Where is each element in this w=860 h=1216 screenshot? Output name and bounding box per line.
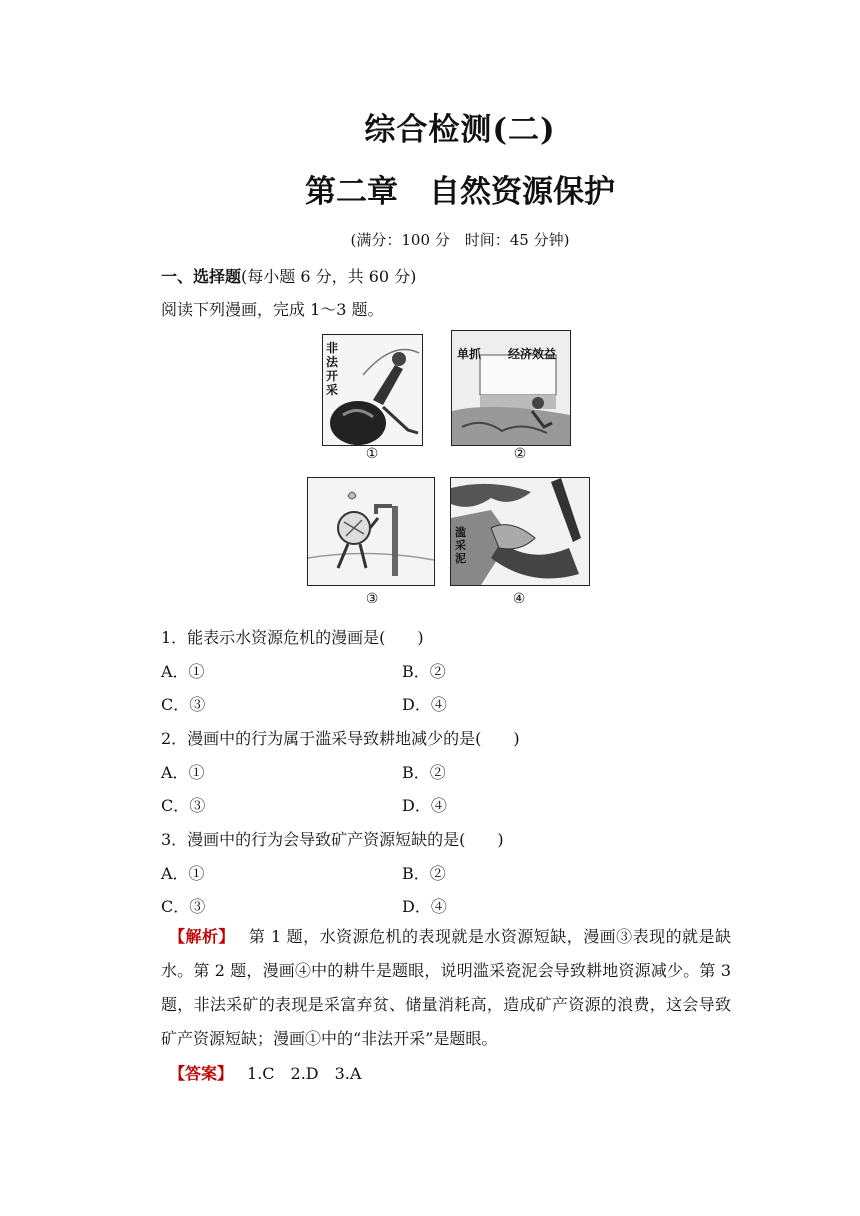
section-heading-row	[161, 264, 416, 287]
question-2-option-d: D．④	[402, 796, 447, 815]
comic-1-illegal-mining	[322, 334, 423, 446]
comic-2-sign: 经济效益	[508, 347, 557, 361]
comic-3-water-shortage	[307, 477, 435, 586]
section-heading: 一、选择题	[161, 267, 242, 286]
comic-4-label: 滥采泥	[455, 526, 466, 565]
question-3-option-c: C．③	[161, 897, 206, 916]
question-1-stem: 1．能表示水资源危机的漫画是( )	[161, 628, 424, 647]
question-2-option-b: B．②	[402, 763, 446, 782]
comic-2-economic-benefit	[451, 330, 571, 446]
comic-1-label: 非法开采	[326, 341, 339, 397]
answer-label: 【答案】	[169, 1064, 234, 1083]
comic-1-caption: ①	[365, 446, 379, 462]
question-3-option-d: D．④	[402, 897, 447, 916]
exam-meta: (满分：100 分 时间：45 分钟)	[350, 231, 570, 249]
question-1-option-c: C．③	[161, 695, 206, 714]
section-heading-note: (每小题 6 分，共 60 分)	[241, 267, 417, 286]
answer-text: 1.C 2.D 3.A	[247, 1064, 362, 1083]
comic-2-caption: ②	[513, 446, 527, 462]
comic-2-label-left: 单抓	[457, 347, 482, 361]
question-3-option-a: A．①	[161, 864, 205, 883]
instruction: 阅读下列漫画，完成 1～3 题。	[161, 300, 384, 319]
question-1-option-d: D．④	[402, 695, 447, 714]
comic-4-caption: ④	[512, 591, 526, 607]
page-title: 综合检测(二)	[364, 112, 556, 148]
question-1-option-b: B．②	[402, 662, 446, 681]
answer-row	[169, 1061, 361, 1084]
question-2-option-a: A．①	[161, 763, 205, 782]
analysis-text: 第 1 题，水资源危机的表现就是水资源短缺，漫画③表现的就是缺水。第 2 题，漫画④中的耕牛是题眼，说明滥采瓷泥会导致耕地资源减少。第 3 题，非法采矿的表现是采富弃贫、储量消耗高，造成矿产资源的浪费，这会导致矿产资源短缺；漫画①中的“非法开采”是题眼。	[161, 927, 731, 1048]
comic-4-clay-mining	[450, 477, 590, 586]
analysis-label: 【解析】	[169, 927, 235, 946]
question-3-stem: 3．漫画中的行为会导致矿产资源短缺的是( )	[161, 830, 504, 849]
chapter-title: 第二章 自然资源保护	[305, 174, 615, 210]
comic-3-caption: ③	[365, 591, 379, 607]
question-1-option-a: A．①	[161, 662, 205, 681]
question-3-option-b: B．②	[402, 864, 446, 883]
question-2-stem: 2．漫画中的行为属于滥采导致耕地减少的是( )	[161, 729, 520, 748]
analysis-paragraph	[161, 920, 731, 1056]
question-2-option-c: C．③	[161, 796, 206, 815]
